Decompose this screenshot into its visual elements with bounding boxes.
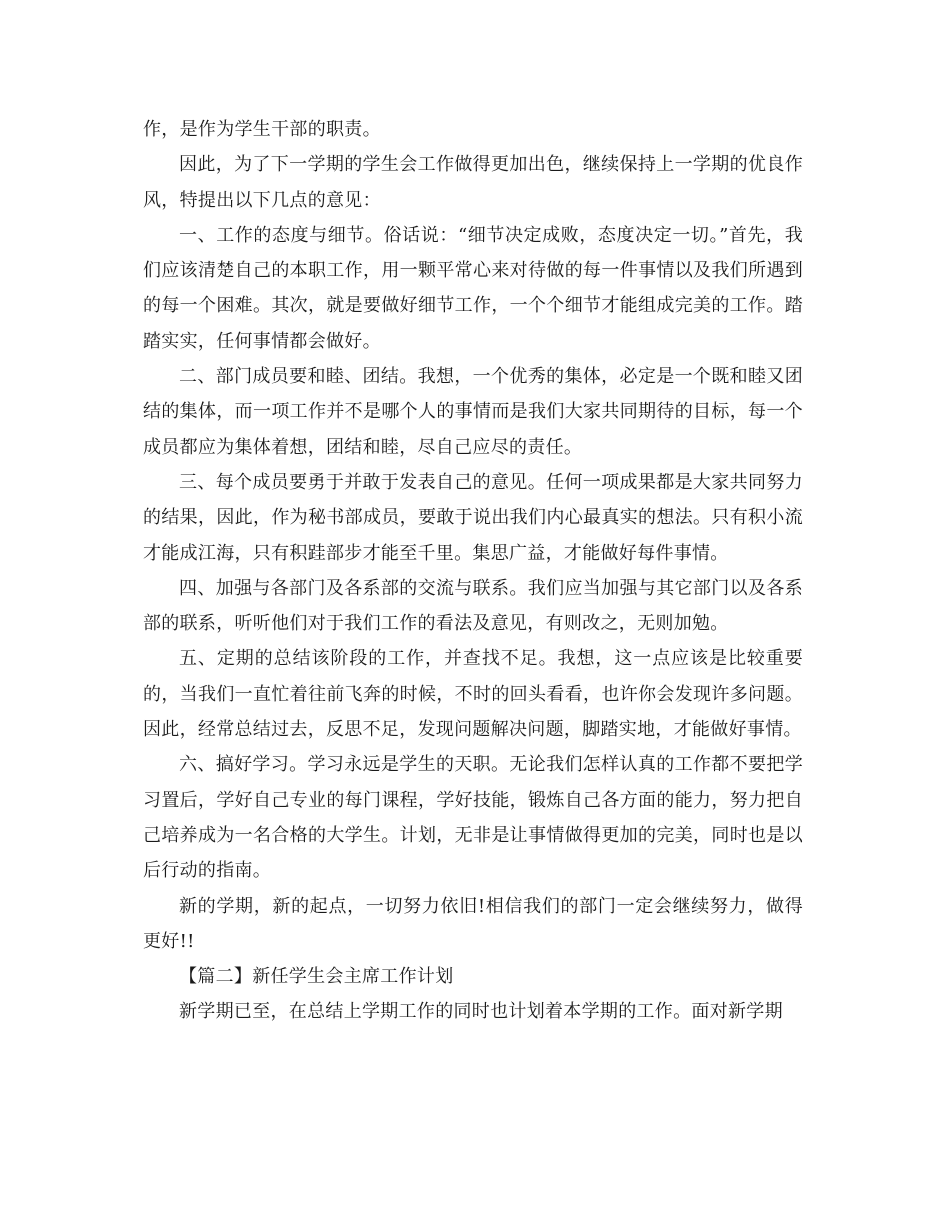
paragraph-closing: 新的学期，新的起点，一切努力依旧!相信我们的部门一定会继续努力，做得更好!! bbox=[143, 895, 803, 952]
paragraph-section-start: 新学期已至，在总结上学期工作的同时也计划着本学期的工作。面对新学期 bbox=[179, 1001, 783, 1023]
paragraph-intro: 因此，为了下一学期的学生会工作做得更加出色，继续保持上一学期的优良作风，特提出以下几点的意见： bbox=[143, 154, 803, 211]
document-body bbox=[143, 112, 803, 1030]
paragraph-point-4: 四、加强与各部门及各系部的交流与联系。我们应当加强与其它部门以及各系部的联系，听听他们对于我们工作的看法及意见，有则改之，无则加勉。 bbox=[143, 577, 803, 635]
section-heading: 【篇二】新任学生会主席工作计划 bbox=[179, 966, 454, 988]
paragraph-point-6: 六、搞好学习。学习永远是学生的天职。无论我们怎样认真的工作都不要把学习置后，学好自己专业的每门课程，学好技能，锻炼自己各方面的能力，努力把自己培养成为一名合格的大学生。计划，无非是让事情做得更加的完美，同时也是以后行动的指南。 bbox=[143, 754, 803, 882]
paragraph-point-1: 一、工作的态度与细节。俗话说：“细节决定成败，态度决定一切。”首先，我们应该清楚自己的本职工作，用一颗平常心来对待做的每一件事情以及我们所遇到的每一个困难。其次，就是要做好细节工作，一个个细节才能组成完美的工作。踏踏实实，任何事情都会做好。 bbox=[143, 224, 803, 352]
paragraph-point-3: 三、每个成员要勇于并敢于发表自己的意见。任何一项成果都是大家共同努力的结果，因此，作为秘书部成员，要敢于说出我们内心最真实的想法。只有积小流才能成江海，只有积跬部步才能至千里。集思广益，才能做好每件事情。 bbox=[143, 471, 803, 564]
paragraph-point-2: 二、部门成员要和睦、团结。我想，一个优秀的集体，必定是一个既和睦又团结的集体，而一项工作并不是哪个人的事情而是我们大家共同期待的目标，每一个成员都应为集体着想，团结和睦，尽自己应尽的责任。 bbox=[143, 366, 803, 458]
paragraph-point-5: 五、定期的总结该阶段的工作，并查找不足。我想，这一点应该是比较重要的，当我们一直忙着往前飞奔的时候，不时的回头看看，也许你会发现许多问题。因此，经常总结过去，反思不足，发现问题解决问题，脚踏实地，才能做好事情。 bbox=[143, 648, 803, 741]
paragraph-continuation: 作，是作为学生干部的职责。 bbox=[143, 119, 381, 140]
